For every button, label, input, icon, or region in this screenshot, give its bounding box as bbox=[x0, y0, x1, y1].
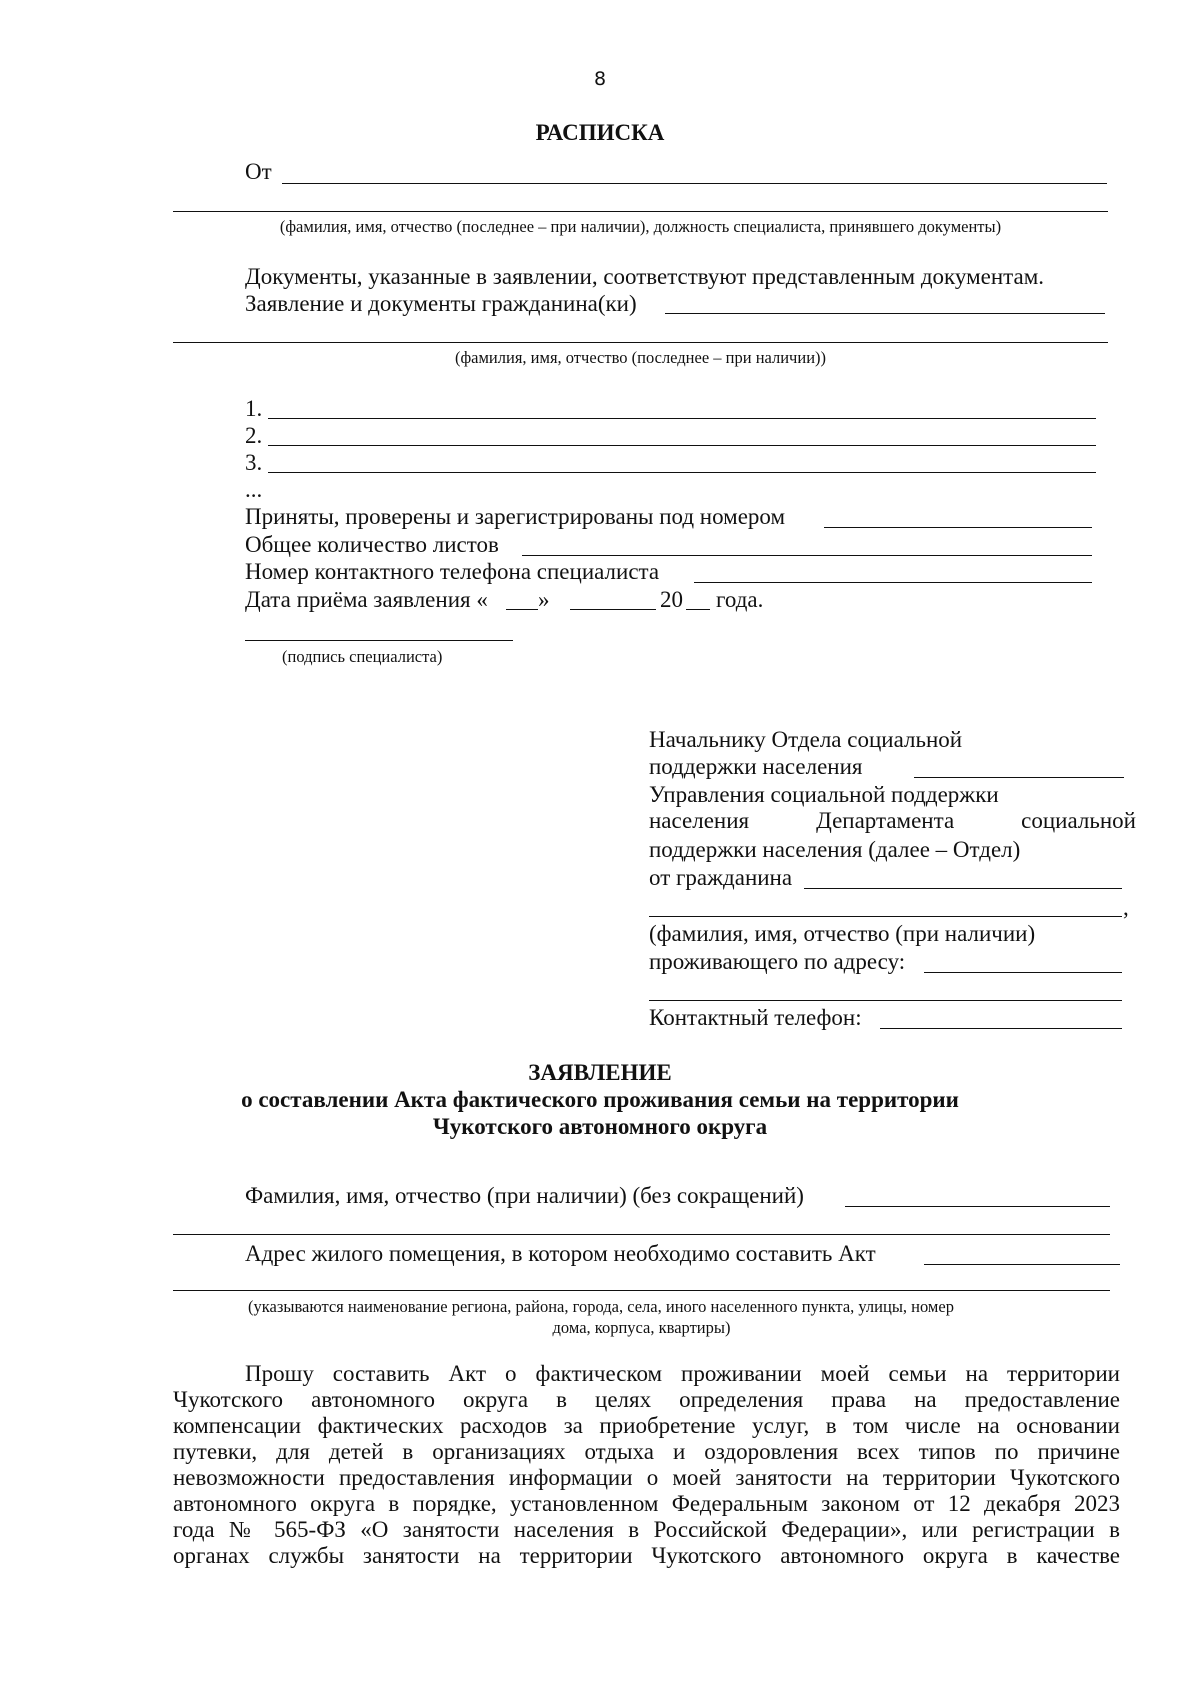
from-blank-line-2 bbox=[173, 211, 1108, 212]
phone-line bbox=[694, 582, 1092, 583]
body-line: года № 565-ФЗ «О занятости населения в Российской Федерации», или регистрации в bbox=[173, 1517, 1120, 1542]
docs-match-text: Документы, указанные в заявлении, соответствуют представленным документам. bbox=[245, 264, 1045, 289]
from-blank-line bbox=[282, 183, 1107, 184]
from-caption: (фамилия, имя, отчество (последнее – при наличии), должность специалиста, принявшего документы) bbox=[279, 217, 1002, 236]
citizen-blank-line-2 bbox=[173, 342, 1108, 343]
date-suffix: года. bbox=[716, 587, 764, 612]
list-item-3-line bbox=[268, 472, 1096, 473]
addressee-dept-line bbox=[914, 777, 1124, 778]
address-line-2 bbox=[173, 1290, 1110, 1291]
signature-caption: (подпись специалиста) bbox=[282, 647, 443, 666]
receipt-title: РАСПИСКА bbox=[535, 120, 665, 145]
addressee-line-9: Контактный телефон: bbox=[649, 1005, 862, 1030]
citizen-name-line-2 bbox=[649, 916, 1122, 917]
body-line: Прошу составить Акт о фактическом проживании моей семьи на территории bbox=[245, 1361, 1120, 1386]
body-line: органах службы занятости на территории Чукотского автономного округа в качестве bbox=[173, 1543, 1120, 1568]
signature-line bbox=[245, 640, 513, 641]
date-day-line bbox=[506, 609, 538, 610]
sheets-count-line bbox=[522, 555, 1092, 556]
from-label: От bbox=[245, 159, 272, 184]
residence-address-line-2 bbox=[649, 1000, 1122, 1001]
citizen-caption: (фамилия, имя, отчество (последнее – при наличии)) bbox=[454, 348, 827, 367]
fio-line bbox=[845, 1206, 1110, 1207]
date-year-line bbox=[686, 609, 710, 610]
page-number: 8 bbox=[593, 68, 607, 90]
body-line: компенсации фактических расходов за приобретение услуг, в том числе на основании bbox=[173, 1413, 1120, 1438]
address-line bbox=[924, 1264, 1120, 1265]
fio-label: Фамилия, имя, отчество (при наличии) (без сокращений) bbox=[245, 1183, 804, 1208]
date-year-prefix: 20 bbox=[660, 587, 683, 612]
contact-phone-line bbox=[880, 1028, 1122, 1029]
body-line: путевки, для детей в организациях отдыха и оздоровления всех типов по причине bbox=[173, 1439, 1120, 1464]
list-item-1-number: 1. bbox=[245, 396, 263, 421]
date-mid: » bbox=[538, 587, 550, 612]
registered-number-line bbox=[824, 527, 1092, 528]
address-caption-2: дома, корпуса, квартиры) bbox=[552, 1318, 731, 1337]
list-item-1-line bbox=[268, 418, 1096, 419]
citizen-name-comma: , bbox=[1123, 895, 1129, 920]
application-body bbox=[173, 1361, 1120, 1569]
addressee-line-1: Начальнику Отдела социальной bbox=[649, 727, 963, 752]
citizen-name-line bbox=[804, 888, 1122, 889]
phone-label: Номер контактного телефона специалиста bbox=[245, 559, 660, 584]
application-subtitle-1: о составлении Акта фактического проживания семьи на территории bbox=[241, 1087, 959, 1112]
citizen-docs-label: Заявление и документы гражданина(ки) bbox=[245, 291, 637, 316]
addressee-line-6: от гражданина bbox=[649, 865, 793, 890]
addressee-line-8: проживающего по адресу: bbox=[649, 949, 906, 974]
addressee-line-7: (фамилия, имя, отчество (при наличии) bbox=[649, 921, 1036, 946]
registered-label: Приняты, проверены и зарегистрированы под номером bbox=[245, 504, 786, 529]
residence-address-line bbox=[924, 972, 1122, 973]
citizen-blank-line bbox=[665, 313, 1105, 314]
body-line: невозможности предоставления информации о моей занятости на территории Чукотского bbox=[173, 1465, 1120, 1490]
list-item-3-number: 3. bbox=[245, 450, 263, 475]
address-caption-1: (указываются наименование региона, района, города, села, иного населенного пункта, улицы, номер bbox=[248, 1297, 954, 1316]
addressee-line-2: поддержки населения bbox=[649, 754, 863, 779]
address-label: Адрес жилого помещения, в котором необходимо составить Акт bbox=[245, 1241, 876, 1266]
application-title: ЗАЯВЛЕНИЕ bbox=[528, 1060, 672, 1085]
addressee-line-4-word-3: социальной bbox=[1021, 808, 1136, 833]
list-ellipsis: ... bbox=[245, 477, 263, 502]
sheets-label: Общее количество листов bbox=[245, 532, 499, 557]
fio-line-2 bbox=[173, 1234, 1110, 1235]
addressee-line-4-word-1: населения bbox=[649, 808, 750, 833]
date-month-line bbox=[570, 609, 656, 610]
list-item-2-number: 2. bbox=[245, 423, 263, 448]
body-line: Чукотского автономного округа в целях определения права на предоставление bbox=[173, 1387, 1120, 1412]
addressee-line-3: Управления социальной поддержки bbox=[649, 782, 999, 807]
addressee-line-4-word-2: Департамента bbox=[816, 808, 955, 833]
list-item-2-line bbox=[268, 445, 1096, 446]
body-line: автономного округа в порядке, установленном Федеральным законом от 12 декабря 2023 bbox=[173, 1491, 1120, 1516]
date-prefix: Дата приёма заявления « bbox=[245, 587, 488, 612]
addressee-line-4 bbox=[649, 808, 1136, 834]
addressee-line-5: поддержки населения (далее – Отдел) bbox=[649, 837, 1021, 862]
application-subtitle-2: Чукотского автономного округа bbox=[432, 1114, 768, 1139]
